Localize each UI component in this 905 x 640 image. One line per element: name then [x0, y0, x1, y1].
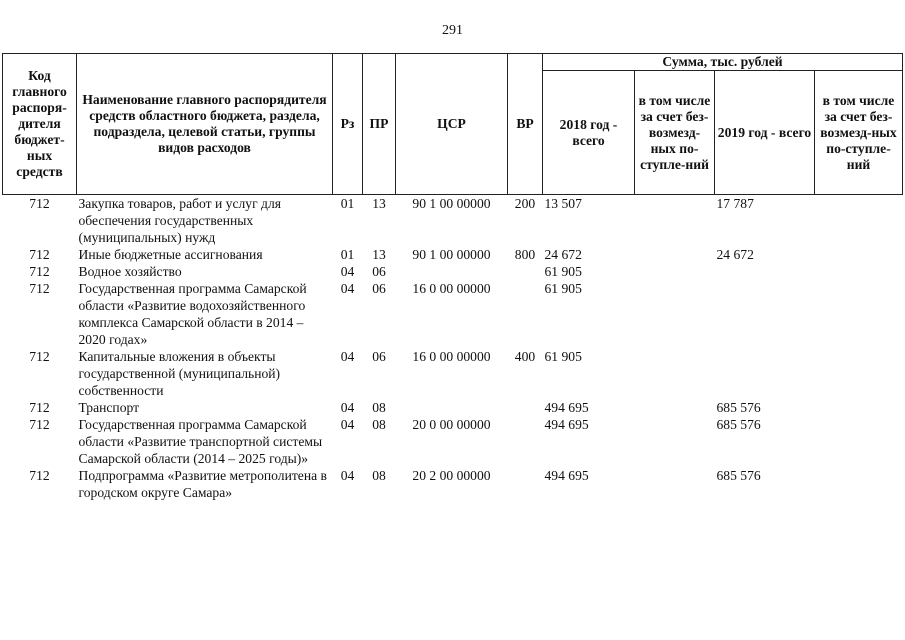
row-vr	[508, 399, 543, 416]
row-rz: 04	[340, 468, 355, 483]
row-2019-total	[715, 348, 815, 399]
row-pr: 06	[372, 281, 386, 296]
header-name: Наименование главного распорядителя средств областного бюджета, раздела, подраздела, целевой статьи, группы видов расходов	[77, 54, 333, 195]
row-name: Транспорт	[78, 400, 140, 415]
row-code: 712	[29, 349, 50, 364]
row-2018-total: 13 507	[544, 196, 582, 211]
row-2019-total: 24 672	[716, 247, 754, 262]
row-code: 712	[29, 264, 50, 279]
row-2019-incl	[815, 416, 903, 467]
row-csr: 20 0 00 00000	[412, 417, 491, 432]
row-rz: 01	[340, 247, 355, 262]
row-2019-incl	[815, 348, 903, 399]
row-code: 712	[29, 281, 50, 296]
header-code: Код главного распоря-дителя бюджет-ных средств	[3, 54, 77, 195]
row-code: 712	[29, 468, 50, 483]
row-csr: 16 0 00 00000	[412, 349, 491, 364]
row-csr: 90 1 00 00000	[412, 247, 491, 262]
row-2018-incl	[635, 195, 715, 247]
table-row	[3, 348, 903, 399]
row-2018-total: 24 672	[544, 247, 582, 262]
table-body	[3, 195, 903, 502]
row-pr: 08	[372, 468, 386, 483]
header-2019-incl: в том числе за счет без-возмезд-ных по-ступле-ний	[815, 71, 903, 195]
header-rz: Рз	[333, 54, 363, 195]
row-name: Подпрограмма «Развитие метрополитена в городском округе Самара»	[78, 468, 327, 500]
row-vr: 800	[514, 247, 536, 262]
row-name: Водное хозяйство	[78, 264, 182, 279]
row-csr: 90 1 00 00000	[412, 196, 491, 211]
row-2019-total	[715, 280, 815, 348]
row-2018-total: 494 695	[544, 417, 589, 432]
table-row	[3, 280, 903, 348]
row-2019-total: 685 576	[716, 468, 761, 483]
row-code: 712	[29, 196, 50, 211]
table-header	[3, 54, 903, 195]
header-2018-incl: в том числе за счет без-возмезд-ных по-ступле-ний	[635, 71, 715, 195]
header-csr: ЦСР	[396, 54, 508, 195]
header-sum: Сумма, тыс. рублей	[543, 54, 903, 71]
row-rz: 04	[340, 349, 355, 364]
row-code: 712	[29, 247, 50, 262]
row-vr	[508, 263, 543, 280]
row-pr: 08	[372, 417, 386, 432]
row-name: Капитальные вложения в объекты государственной (муниципальной) собственности	[78, 349, 281, 398]
table-row	[3, 263, 903, 280]
row-pr: 13	[372, 247, 386, 262]
row-pr: 06	[372, 264, 386, 279]
table-row	[3, 467, 903, 501]
row-pr: 06	[372, 349, 386, 364]
row-pr: 13	[372, 196, 386, 211]
table-row	[3, 399, 903, 416]
row-name: Государственная программа Самарской области «Развитие транспортной системы Самарской области (2014 – 2025 годы)»	[78, 417, 323, 466]
row-rz: 04	[340, 400, 355, 415]
row-2018-total: 61 905	[544, 264, 582, 279]
budget-table	[2, 53, 903, 501]
row-2019-incl	[815, 246, 903, 263]
row-2019-incl	[815, 263, 903, 280]
row-name: Закупка товаров, работ и услуг для обеспечения государственных (муниципальных) нужд	[78, 196, 282, 245]
row-2018-incl	[635, 416, 715, 467]
row-name: Иные бюджетные ассигнования	[78, 247, 263, 262]
header-2019-total: 2019 год - всего	[715, 71, 815, 195]
row-2019-total: 685 576	[716, 417, 761, 432]
row-2018-total: 494 695	[544, 400, 589, 415]
row-2018-incl	[635, 246, 715, 263]
header-vr: ВР	[508, 54, 543, 195]
row-2019-total	[715, 263, 815, 280]
row-vr: 400	[514, 349, 536, 364]
row-rz: 04	[340, 281, 355, 296]
row-rz: 04	[340, 417, 355, 432]
row-2019-incl	[815, 280, 903, 348]
row-vr: 200	[514, 196, 536, 211]
row-2018-total: 61 905	[544, 349, 582, 364]
row-csr	[396, 399, 508, 416]
row-vr	[508, 280, 543, 348]
table-row	[3, 416, 903, 467]
row-csr: 20 2 00 00000	[412, 468, 491, 483]
row-2019-incl	[815, 467, 903, 501]
row-name: Государственная программа Самарской области «Развитие водохозяйственного комплекса Самарской области в 2014 – 2020 годах»	[78, 281, 307, 347]
row-pr: 08	[372, 400, 386, 415]
row-2018-incl	[635, 280, 715, 348]
row-2018-incl	[635, 399, 715, 416]
table-row	[3, 246, 903, 263]
row-rz: 01	[340, 196, 355, 211]
row-2018-incl	[635, 263, 715, 280]
row-csr	[396, 263, 508, 280]
table-row	[3, 195, 903, 247]
page-number: 291	[442, 23, 463, 38]
row-2019-total: 685 576	[716, 400, 761, 415]
row-2018-total: 494 695	[544, 468, 589, 483]
row-code: 712	[29, 417, 50, 432]
row-csr: 16 0 00 00000	[412, 281, 491, 296]
row-rz: 04	[340, 264, 355, 279]
row-2019-incl	[815, 399, 903, 416]
row-2018-incl	[635, 348, 715, 399]
row-2019-incl	[815, 195, 903, 247]
row-code: 712	[29, 400, 50, 415]
row-vr	[508, 416, 543, 467]
header-2018-total: 2018 год - всего	[543, 71, 635, 195]
row-2019-total: 17 787	[716, 196, 754, 211]
row-2018-incl	[635, 467, 715, 501]
row-vr	[508, 467, 543, 501]
row-2018-total: 61 905	[544, 281, 582, 296]
header-pr: ПР	[363, 54, 396, 195]
